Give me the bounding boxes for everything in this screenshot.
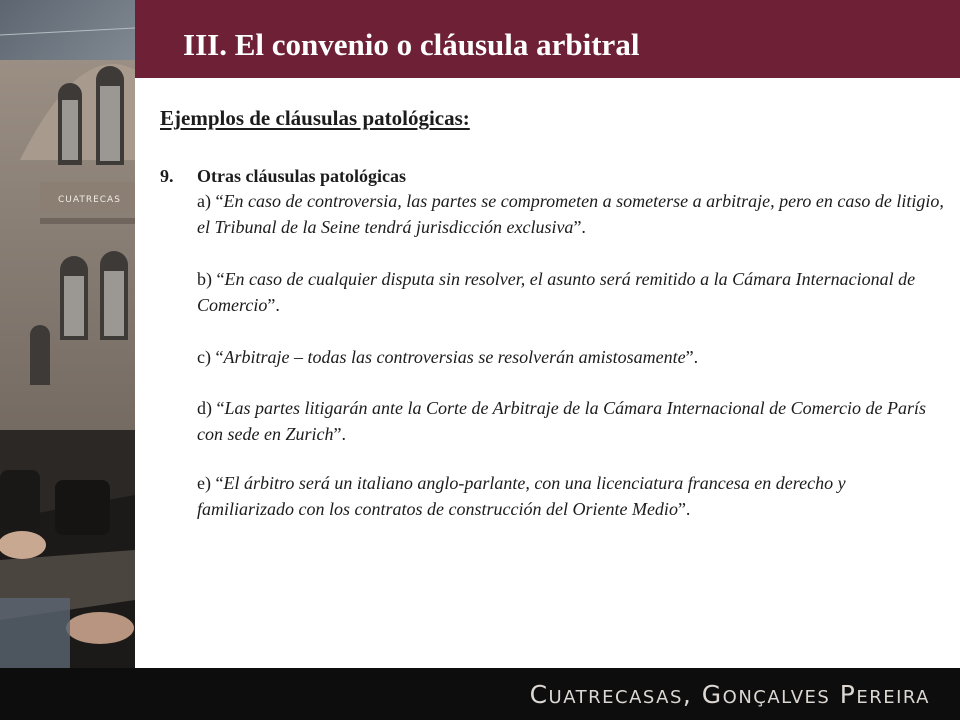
section-heading: Ejemplos de cláusulas patológicas: [160, 106, 470, 130]
clause-c [197, 344, 947, 370]
close-quote: ”. [267, 295, 280, 315]
item-heading [160, 164, 406, 188]
clause-b [197, 266, 947, 318]
building-sign-text: CUATRECAS [58, 195, 121, 205]
clause-d [197, 395, 947, 447]
open-quote: “ [215, 347, 224, 367]
open-quote: “ [216, 269, 225, 289]
close-quote: ”. [685, 347, 699, 367]
item-number: 9. [160, 166, 174, 186]
clause-a [197, 188, 947, 240]
close-quote: ”. [677, 499, 691, 519]
clause-text: El árbitro será un italiano anglo-parlante, con una licenciatura francesa en derecho y familiarizado con los contratos de construcción del Oriente Medio [197, 473, 846, 519]
close-quote: ”. [333, 424, 346, 444]
footer-band [0, 668, 960, 720]
clause-letter: d) [197, 398, 212, 418]
chair-shape [55, 480, 110, 535]
item-title: Otras cláusulas patológicas [197, 166, 407, 186]
slide-title: III. El convenio o cláusula arbitral [183, 27, 640, 62]
close-quote: ”. [573, 217, 586, 237]
clause-letter: b) [197, 269, 212, 289]
open-quote: “ [215, 473, 224, 493]
open-quote: “ [215, 191, 224, 211]
building-photo-illustration [0, 0, 135, 668]
open-quote: “ [216, 398, 225, 418]
clause-e [197, 470, 947, 522]
sidebar-photo [0, 0, 135, 668]
clause-text: Arbitraje – todas las controversias se resolverán amistosamente [223, 347, 686, 367]
clause-letter: a) [197, 191, 211, 211]
clause-text: En caso de cualquier disputa sin resolver, el asunto será remitido a la Cámara Internacional de Comercio [197, 269, 916, 315]
clause-text: Las partes litigarán ante la Corte de Arbitraje de la Cámara Internacional de Comercio de París con sede en Zurich [197, 398, 926, 444]
clause-text: En caso de controversia, las partes se comprometen a someterse a arbitraje, pero en caso de litigio, el Tribunal de la Seine tendrá jurisdicción exclusiva [197, 191, 944, 237]
hand-shape [0, 531, 46, 559]
clause-letter: c) [197, 347, 211, 367]
clause-letter: e) [197, 473, 211, 493]
footer-brand-logo: Cuatrecasas, Gonçalves Pereira [529, 680, 930, 709]
